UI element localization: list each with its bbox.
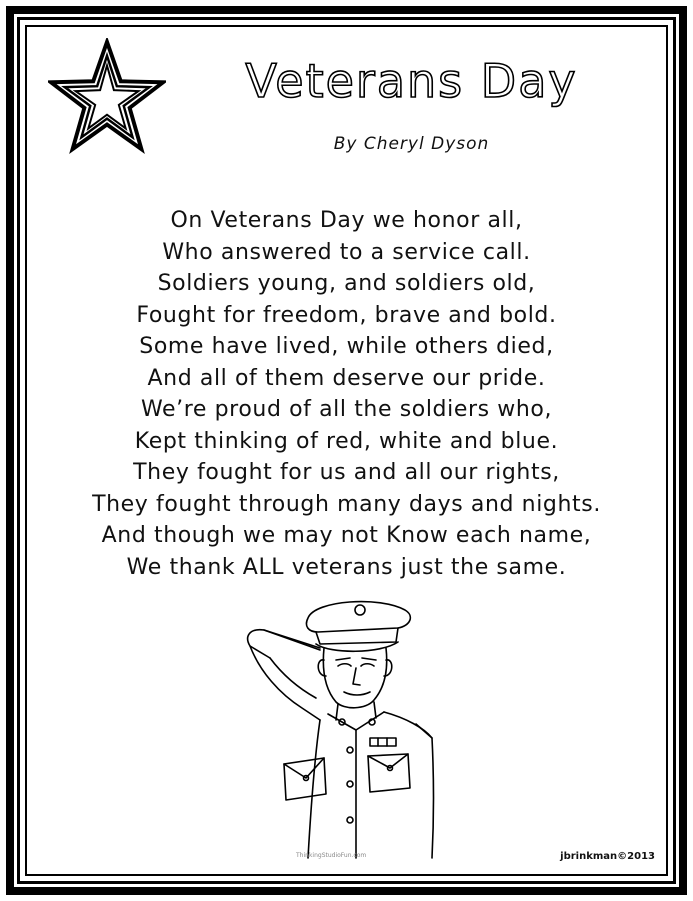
poem-line: On Veterans Day we honor all,: [170, 208, 523, 233]
poem-line: Fought for freedom, brave and bold.: [136, 302, 557, 328]
saluting-soldier-illustration: [220, 588, 450, 868]
poem-line: Soldiers young, and soldiers old,: [157, 271, 536, 296]
poem-line: We’re proud of all the soldiers who,: [140, 397, 553, 422]
poem-line: Some have lived, while others died,: [139, 334, 554, 359]
page-title: Veterans Day: [245, 54, 578, 108]
author-byline: By Cheryl Dyson: [333, 134, 490, 154]
poem-line: And all of them deserve our pride.: [147, 365, 546, 391]
copyright-signature: jbrinkman©2013: [560, 851, 655, 862]
poem: [40, 205, 653, 583]
poem-line: They fought through many days and nights.: [92, 491, 601, 517]
poem-line: And though we may not Know each name,: [101, 523, 592, 548]
poem-line: Who answered to a service call.: [162, 239, 531, 265]
poem-line: We thank ALL veterans just the same.: [126, 554, 567, 580]
poem-line: They fought for us and all our rights,: [133, 460, 560, 485]
illustration-credit: ThinkingStudioFun.com: [296, 852, 367, 859]
poem-line: Kept thinking of red, white and blue.: [134, 428, 559, 454]
star-icon: [48, 38, 166, 156]
